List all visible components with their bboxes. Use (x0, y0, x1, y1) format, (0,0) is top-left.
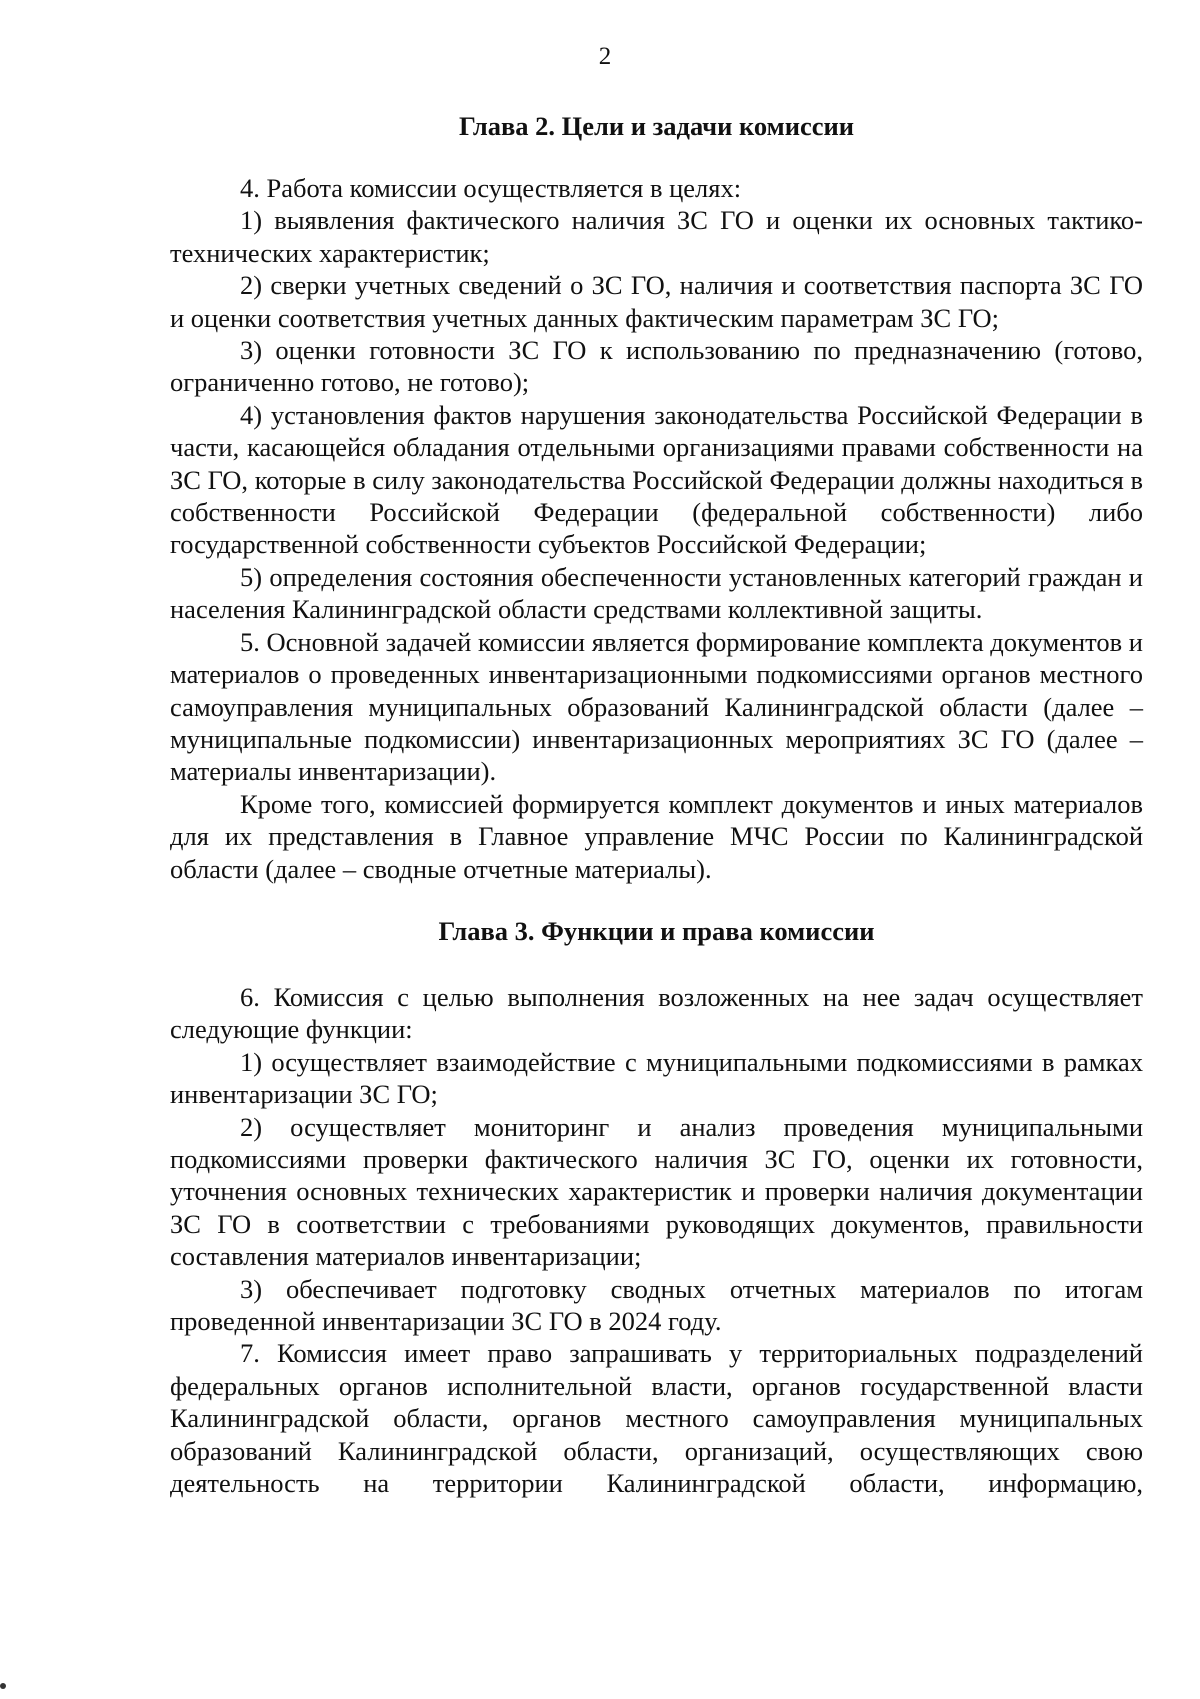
chapter-2-title: Глава 2. Цели и задачи комиссии (458, 111, 855, 141)
paragraph-5-continuation: Кроме того, комиссией формируется комплект документов и иных материалов для их представления в Главное управление МЧС России по Калининградской области (далее – сводные отчетные материалы). (170, 788, 1143, 884)
paragraph-4-item-4: 4) установления фактов нарушения законодательства Российской Федерации в части, касающейся обладания отдельными организациями правами собственности на ЗС ГО, которые в силу законодательства Российской Федерации должны находиться в собственности Российской Федерации (федеральной собственности) либо государственной собственности субъектов Российской Федерации; (170, 399, 1143, 560)
paragraph-4-intro: 4. Работа комиссии осуществляется в целях: (240, 173, 742, 203)
scan-mark (0, 1683, 6, 1689)
paragraph-4-item-2: 2) сверки учетных сведений о ЗС ГО, наличия и соответствия паспорта ЗС ГО и оценки соответствия учетных данных фактическим параметрам ЗС ГО; (170, 270, 1143, 333)
paragraph-7: 7. Комиссия имеет право запрашивать у территориальных подразделений федеральных органов исполнительной власти, органов государственной власти Калининградской области, органов местного самоуправления муниципальных образований Калининградской области, организаций, осуществляющих свою деятельность на территории Калининградской области, информацию, (170, 1338, 1143, 1499)
paragraph-4-item-3: 3) оценки готовности ЗС ГО к использованию по предназначению (готово, ограниченно готово, не готово); (170, 335, 1143, 398)
paragraph-6-intro: 6. Комиссия с целью выполнения возложенных на нее задач осуществляет следующие функции: (170, 981, 1143, 1045)
paragraph-5: 5. Основной задачей комиссии является формирование комплекта документов и материалов о проведенных инвентаризационными подкомиссиями органов местного самоуправления муниципальных образований Калининградской области (далее – муниципальные подкомиссии) инвентаризационных мероприятиях ЗС ГО (далее – материалы инвентаризации). (170, 626, 1143, 787)
document-body (170, 110, 1143, 1499)
paragraph-6-item-1: 1) осуществляет взаимодействие с муниципальными подкомиссиями в рамках инвентаризации ЗС ГО; (170, 1046, 1143, 1110)
chapter-3-title: Глава 3. Функции и права комиссии (438, 915, 875, 946)
paragraph-4-item-5: 5) определения состояния обеспеченности установленных категорий граждан и населения Калининградской области средствами коллективной защиты. (170, 561, 1143, 625)
page-number: 2 (598, 43, 612, 70)
paragraph-4-item-1: 1) выявления фактического наличия ЗС ГО и оценки их основных тактико-технических характеристик; (170, 205, 1143, 268)
paragraph-6-item-2: 2) осуществляет мониторинг и анализ проведения муниципальными подкомиссиями проверки фактического наличия ЗС ГО, оценки их готовности, уточнения основных технических характеристик и проверки наличия документации ЗС ГО в соответствии с требованиями руководящих документов, правильности составления материалов инвентаризации; (170, 1111, 1143, 1272)
paragraph-6-item-3: 3) обеспечивает подготовку сводных отчетных материалов по итогам проведенной инвентаризации ЗС ГО в 2024 году. (170, 1273, 1143, 1336)
